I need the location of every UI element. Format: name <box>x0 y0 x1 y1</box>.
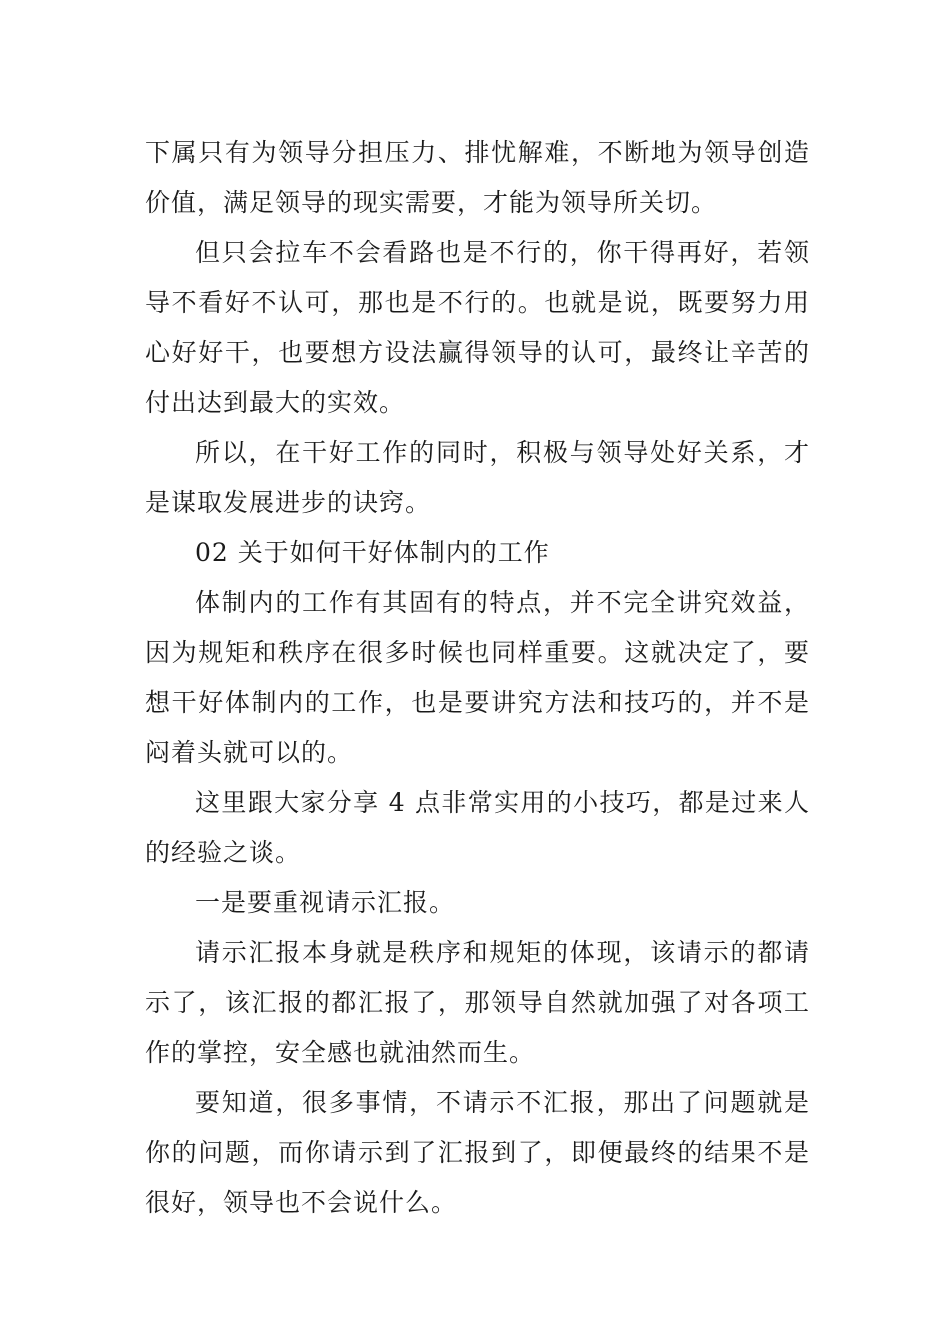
paragraph: 所以，在干好工作的同时，积极与领导处好关系，才是谋取发展进步的诀窍。 <box>145 438 810 517</box>
paragraph-continuation: 下属只有为领导分担压力、排忧解难，不断地为领导创造价值，满足领导的现实需要，才能为领导所关切。 <box>145 138 810 217</box>
subheading: 一是要重视请示汇报。 <box>195 888 456 917</box>
paragraph: 要知道，很多事情，不请示不汇报，那出了问题就是你的问题，而你请示到了汇报到了，即便最终的结果不是很好，领导也不会说什么。 <box>145 1088 810 1217</box>
document-body <box>145 128 810 1228</box>
paragraph: 体制内的工作有其固有的特点，并不完全讲究效益，因为规矩和秩序在很多时候也同样重要。这就决定了，要想干好体制内的工作，也是要讲究方法和技巧的，并不是闷着头就可以的。 <box>145 588 810 767</box>
section-heading: 02 关于如何干好体制内的工作 <box>195 538 550 567</box>
paragraph: 但只会拉车不会看路也是不行的，你干得再好，若领导不看好不认可，那也是不行的。也就是说，既要努力用心好好干，也要想方设法赢得领导的认可，最终让辛苦的付出达到最大的实效。 <box>145 238 810 417</box>
paragraph: 请示汇报本身就是秩序和规矩的体现，该请示的都请示了，该汇报的都汇报了，那领导自然就加强了对各项工作的掌控，安全感也就油然而生。 <box>145 938 810 1067</box>
paragraph: 这里跟大家分享 4 点非常实用的小技巧，都是过来人的经验之谈。 <box>145 788 810 867</box>
